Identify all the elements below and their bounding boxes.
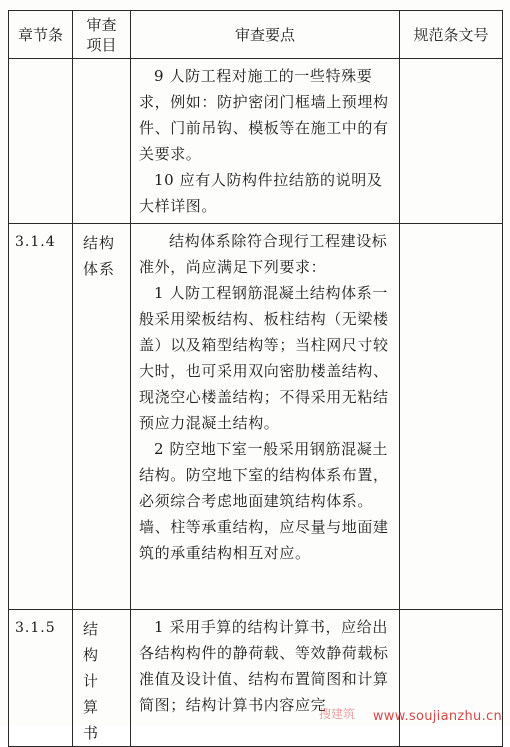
row-section-cell: 3.1.5: [9, 610, 73, 747]
row-points-cell: [131, 59, 400, 224]
header-section: 章节条: [9, 11, 73, 59]
row-item-cell: [73, 59, 131, 224]
point-paragraph: 9 人防工程对施工的一些特殊要求，例如：防护密闭门框墙上预埋构件、门前吊钩、模板等在施工中的有关要求。: [139, 67, 389, 163]
table-header-row: [9, 11, 503, 59]
header-item-line2: 项目: [86, 35, 117, 54]
table-row: [9, 224, 503, 610]
point-paragraph: 2 防空地下室一般采用钢筋混凝土结构。防空地下室的结构体系布置，必须综合考虑地面建筑结构体系。墙、柱等承重结构，应尽量与地面建筑的承重结构相互对应。: [139, 440, 389, 562]
point-paragraph: 1 人防工程钢筋混凝土结构体系一般采用梁板结构、板柱结构（无梁楼盖）以及箱型结构等；当柱网尺寸较大时，也可采用双向密肋楼盖结构、现浇空心楼盖结构；不得采用无粘结预应力混凝土结构。: [139, 284, 389, 432]
row-points-cell: [131, 224, 400, 610]
row-section-cell: [9, 59, 73, 224]
table-row: [9, 59, 503, 224]
point-paragraph: 1 采用手算的结构计算书，应给出各结构构件的静荷载、等效静荷载标准值及设计值、结构布置简图和计算简图；结构计算书内容应完: [139, 618, 389, 714]
header-points: 审查要点: [131, 11, 400, 59]
review-table: [8, 10, 503, 747]
header-clause: 规范条文号: [400, 11, 503, 59]
row-clause-cell: [400, 59, 503, 224]
row-item-cell: 结构体系: [73, 224, 131, 610]
row-item-cell: 结构计算书: [73, 610, 131, 747]
watermark-logo-text: 搜建筑: [318, 707, 355, 721]
header-item-line1: 审查: [86, 15, 117, 34]
watermark-url: www.soujianzhu.cn: [372, 709, 502, 724]
row-clause-cell: [400, 224, 503, 610]
point-paragraph: 结构体系除符合现行工程建设标准外，尚应满足下列要求：: [139, 232, 388, 276]
header-item: [73, 11, 131, 59]
row-section-cell: 3.1.4: [9, 224, 73, 610]
point-paragraph: 10 应有人防构件拉结筋的说明及大样详图。: [139, 171, 383, 215]
